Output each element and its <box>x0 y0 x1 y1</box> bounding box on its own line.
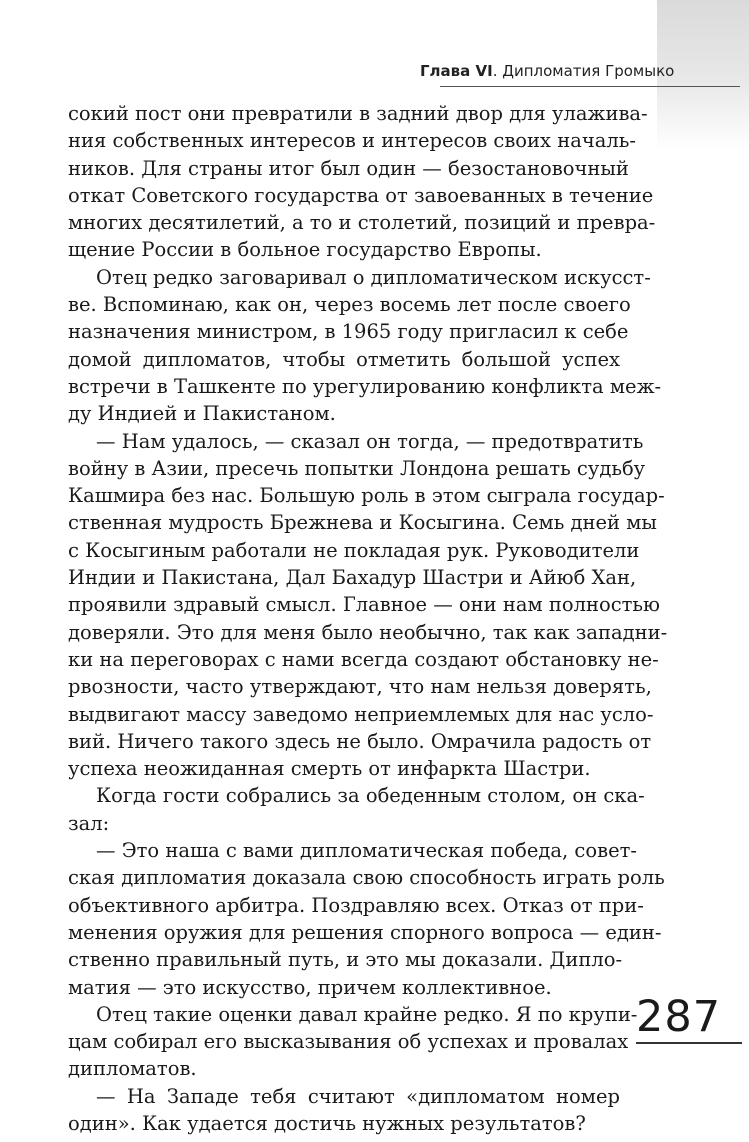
text-line: — Это наша с вами дипломатическая победа, совет- <box>96 839 637 863</box>
text-line: ния собственных интересов и интересов своих началь- <box>68 129 636 153</box>
text-line: ве. Вспоминаю, как он, через восемь лет после своего <box>68 293 631 317</box>
paragraph <box>68 782 645 837</box>
page-number: 287 <box>636 992 722 1042</box>
text-line: откат Советского государства от завоеванных в течение <box>68 183 654 207</box>
text-line: рвозности, часто утверждают, что нам нельзя доверять, <box>68 675 652 699</box>
text-line: Кашмира без нас. Большую роль в этом сыграла государ- <box>68 484 665 508</box>
text-line: щение России в больное государство Европы. <box>68 238 542 262</box>
text-line: домой дипломатов, чтобы отметить большой успех <box>68 347 620 371</box>
text-line: Отец редко заговаривал о дипломатическом искусст- <box>96 265 651 289</box>
text-line: войну в Азии, пресечь попытки Лондона решать судьбу <box>68 456 646 480</box>
text-line: объективного арбитра. Поздравляю всех. Отказ от при- <box>68 893 644 917</box>
paragraph <box>68 428 668 783</box>
running-head-chapter: Глава VI <box>420 62 493 80</box>
text-line: многих десятилетий, а то и столетий, позиций и превра- <box>68 211 656 235</box>
text-line: матия — это искусство, причем коллективное. <box>68 975 552 999</box>
page-number-rule <box>636 1042 742 1044</box>
text-line: сокий пост они превратили в задний двор для улажива- <box>68 102 648 125</box>
text-line: — Нам удалось, — сказал он тогда, — предотвратить <box>96 429 644 453</box>
text-line: ки на переговорах с нами всегда создают обстановку не- <box>68 647 659 671</box>
running-head-separator: . <box>492 62 503 80</box>
text-line: Отец такие оценки давал крайне редко. Я по крупи- <box>96 1002 638 1026</box>
paragraph <box>68 264 662 428</box>
text-line: цам собирал его высказывания об успехах и провалах <box>68 1030 629 1054</box>
text-line: ду Индией и Пакистаном. <box>68 402 336 426</box>
text-line: Индии и Пакистана, Дал Бахадур Шастри и Айюб Хан, <box>68 566 637 590</box>
text-line: зал: <box>68 811 110 835</box>
running-head <box>420 62 674 80</box>
text-line: встречи в Ташкенте по урегулированию конфликта меж- <box>68 374 662 398</box>
text-line: назначения министром, в 1965 году пригласил к себе <box>68 320 629 344</box>
paragraph <box>68 837 665 1001</box>
paragraph <box>68 100 656 264</box>
text-line: ская дипломатия доказала свою способность играть роль <box>68 866 665 890</box>
text-line: ственная мудрость Брежнева и Косыгина. Семь дней мы <box>68 511 657 535</box>
text-line: ников. Для страны итог был один — безостановочный <box>68 156 629 180</box>
text-line: ственно правильный путь, и это мы доказали. Дипло- <box>68 948 623 972</box>
running-head-rule <box>440 86 740 87</box>
text-line: вий. Ничего такого здесь не было. Омрачила радость от <box>68 729 652 753</box>
text-line: доверяли. Это для меня было необычно, так как западни- <box>68 620 668 644</box>
text-line: менения оружия для решения спорного вопроса — един- <box>68 920 662 944</box>
running-head-title: Дипломатия Громыко <box>502 62 675 80</box>
text-line: проявили здравый смысл. Главное — они нам полностью <box>68 593 660 617</box>
text-line: Когда гости собрались за обеденным столом, он ска- <box>96 784 645 808</box>
text-line: с Косыгиным работали не покладая рук. Руководители <box>68 538 640 562</box>
text-line: дипломатов. <box>68 1057 197 1081</box>
text-line: выдвигают массу заведомо неприемлемых для нас усло- <box>68 702 654 726</box>
paragraph <box>68 1083 620 1138</box>
text-line: успеха неожиданная смерть от инфаркта Шастри. <box>68 757 591 781</box>
body-text <box>68 100 668 1137</box>
text-line: один». Как удается достичь нужных результатов? <box>68 1111 586 1135</box>
text-line: — На Западе тебя считают «дипломатом номер <box>96 1084 620 1108</box>
paragraph <box>68 1001 638 1083</box>
